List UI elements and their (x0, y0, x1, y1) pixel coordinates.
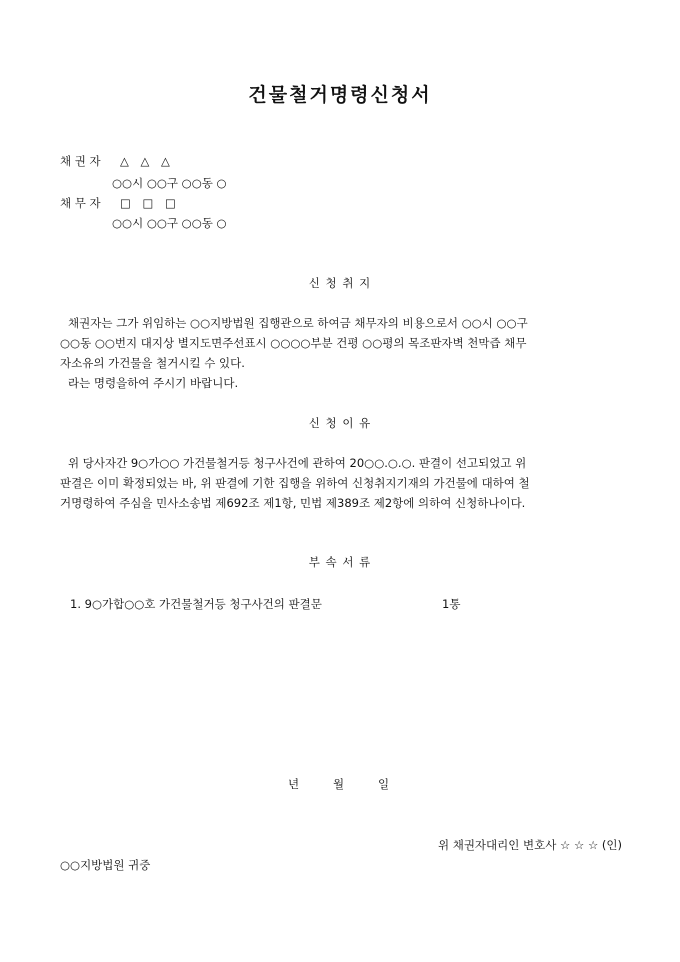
debtor-name: □ □ □ (119, 196, 180, 210)
purpose-line-3: 자소유의 가건물을 철거시킬 수 있다. (60, 356, 245, 370)
attachments-heading: 부 속 서 류 (308, 555, 372, 569)
date-year: 년 (288, 777, 300, 791)
court-addressee: ○○지방법원 귀중 (60, 858, 151, 872)
debtor-address: ○○시 ○○구 ○○동 ○ (112, 216, 227, 230)
reason-heading: 신 청 이 유 (308, 416, 372, 430)
document-title: 건물철거명령신청서 (248, 84, 432, 106)
creditor-address: ○○시 ○○구 ○○동 ○ (112, 176, 227, 190)
creditor-label: 채 권 자 (60, 154, 101, 168)
attachment-count: 1통 (442, 597, 461, 611)
debtor-row (60, 195, 180, 211)
date-day: 일 (378, 777, 390, 791)
reason-line-1: 위 당사자간 9○가○○ 가건물철거등 청구사건에 관하여 20○○.○.○. 판결이 선고되었고 위 (68, 456, 527, 470)
signer-line: 위 채권자대리인 변호사 ☆ ☆ ☆ (인) (437, 838, 622, 852)
purpose-line-2: ○○동 ○○번지 대지상 별지도면주선표시 ○○○○부분 건평 ○○평의 목조판자벽 천막즙 채무 (60, 336, 527, 350)
reason-body (60, 453, 622, 513)
purpose-line-4: 라는 명령을하여 주시기 바랍니다. (68, 376, 239, 390)
reason-line-2: 판결은 이미 확정되었는 바, 위 판결에 기한 집행을 위하여 신청취지기재의 가건물에 대하여 철 (60, 476, 530, 490)
attachment-item (70, 596, 322, 612)
purpose-heading: 신 청 취 지 (308, 276, 372, 290)
debtor-label: 채 무 자 (60, 196, 101, 210)
purpose-line-1: 채권자는 그가 위임하는 ○○지방법원 집행관으로 하여금 채무자의 비용으로서 ○○시 ○○구 (68, 316, 528, 330)
creditor-name: △ △ △ (119, 154, 174, 168)
creditor-row (60, 153, 174, 169)
purpose-body (60, 313, 622, 393)
reason-line-3: 거명령하여 주심을 민사소송법 제692조 제1항, 민법 제389조 제2항에 의하여 신청하나이다. (60, 496, 526, 510)
date-month: 월 (333, 777, 345, 791)
attachment-text: 1. 9○가합○○호 가건물철거등 청구사건의 판결문 (70, 597, 322, 611)
